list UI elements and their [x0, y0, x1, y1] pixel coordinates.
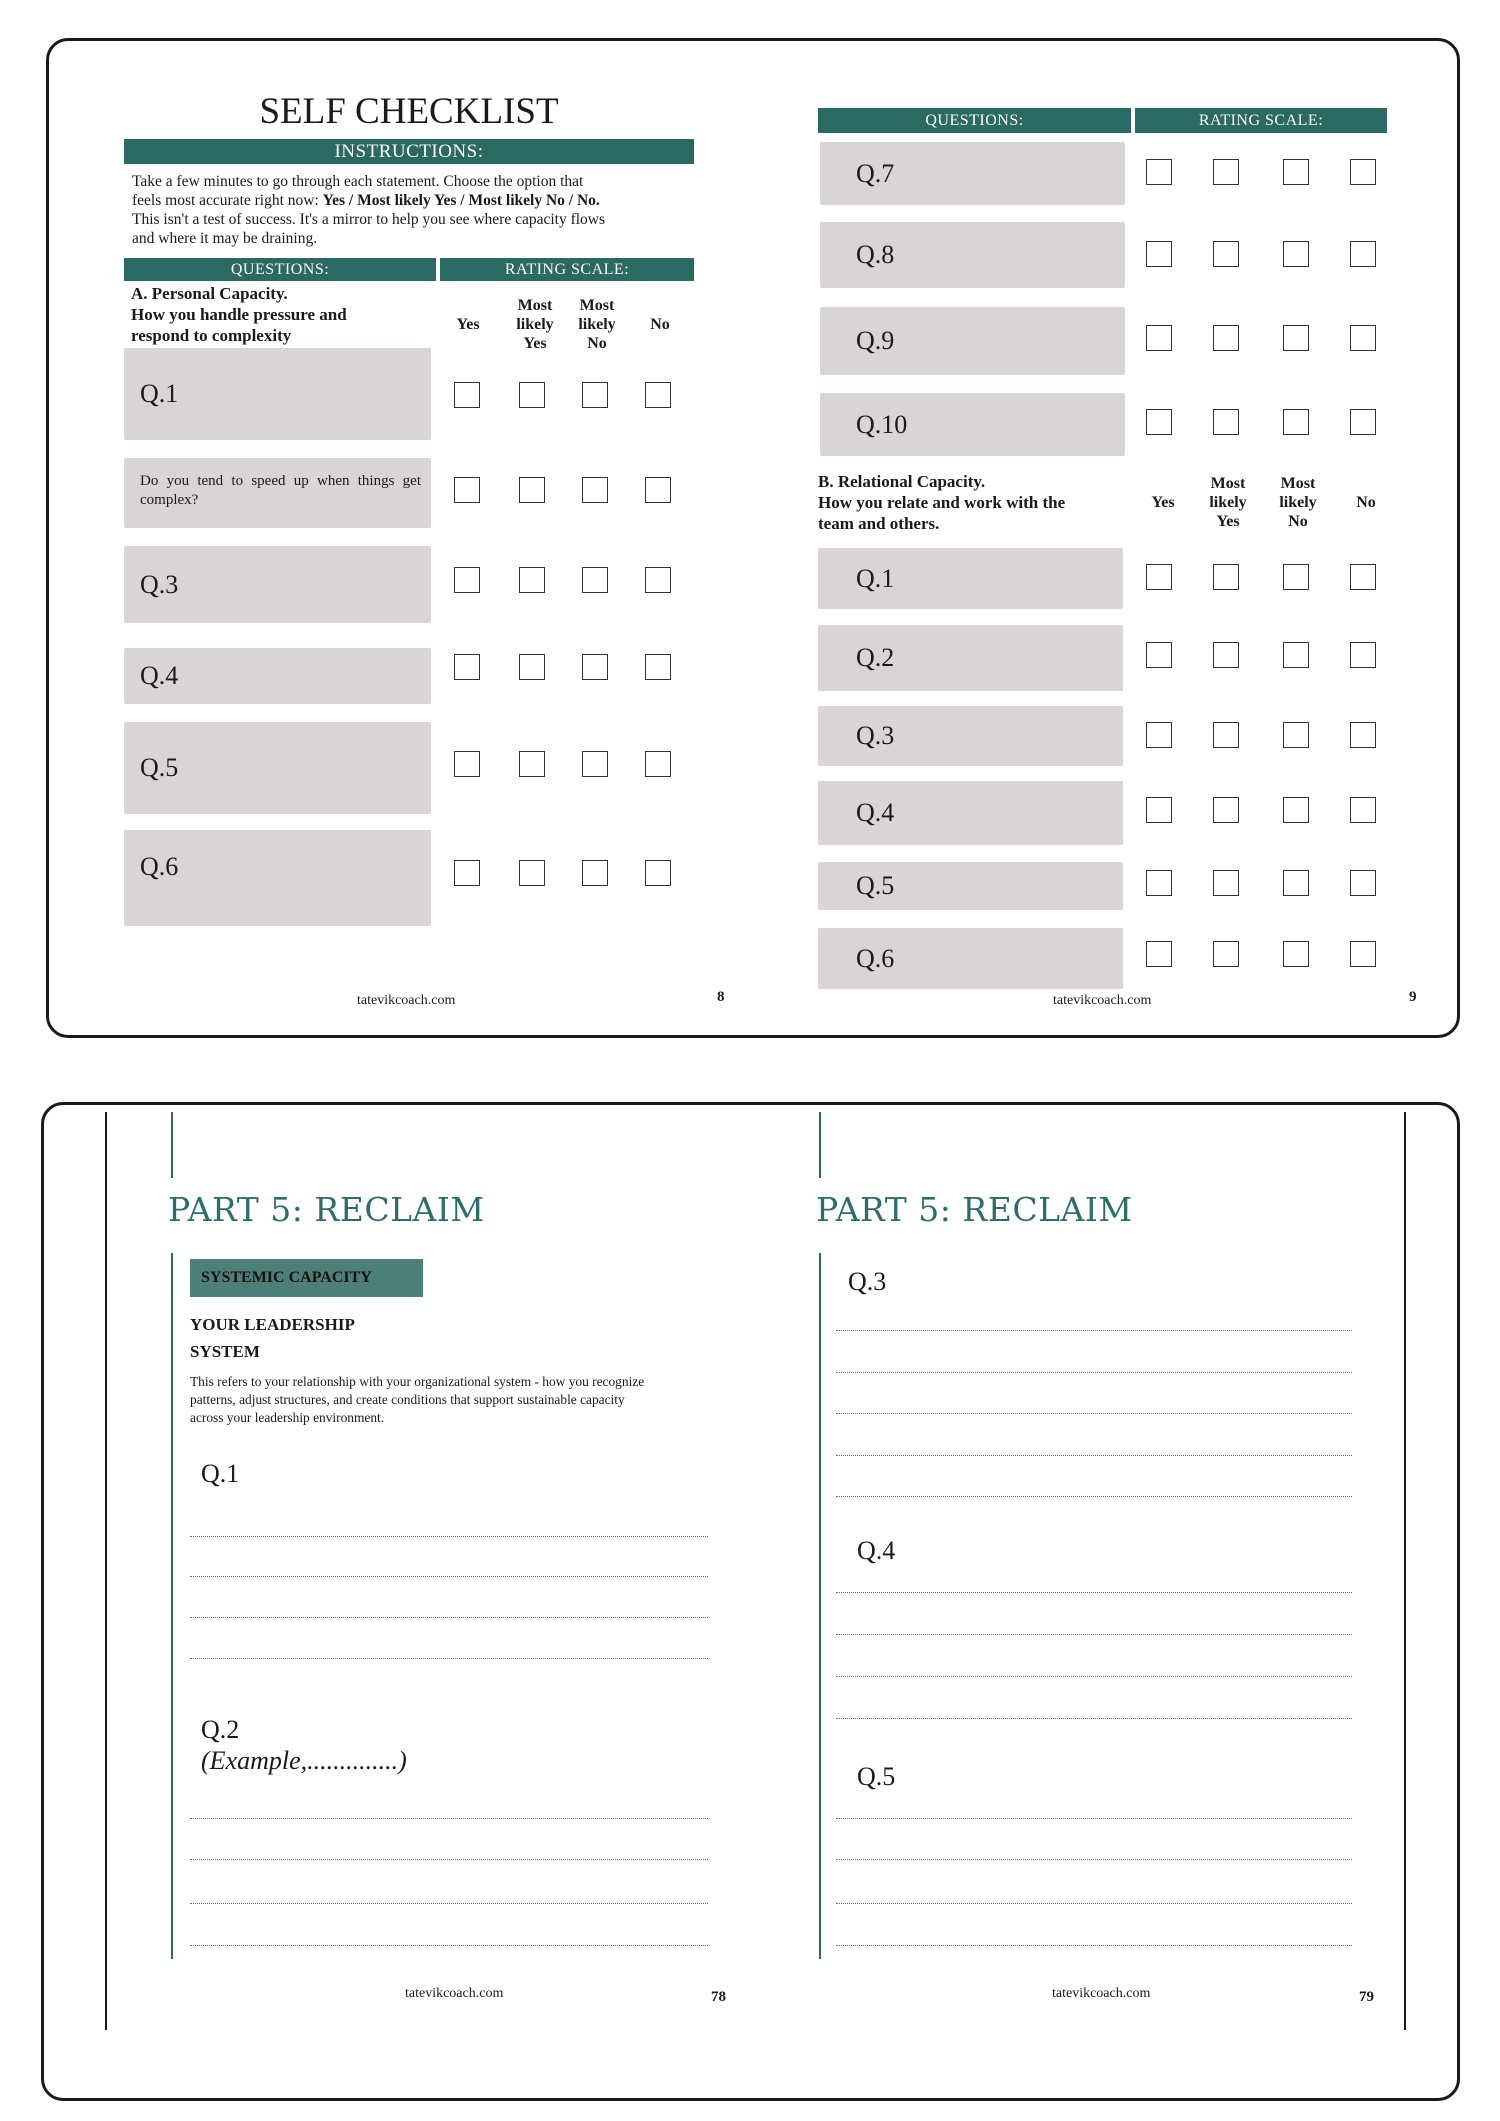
- checkbox-b3-most-likely-no-checkbox[interactable]: [1283, 722, 1309, 748]
- question-label: Q.1: [201, 1459, 240, 1488]
- page-edge-left: [105, 1112, 107, 2030]
- checkbox-a5-most-likely-no-checkbox[interactable]: [582, 751, 608, 777]
- checkbox-b6-most-likely-yes-checkbox[interactable]: [1213, 941, 1239, 967]
- checkbox-b4-most-likely-yes-checkbox[interactable]: [1213, 797, 1239, 823]
- answer-line[interactable]: [836, 1859, 1352, 1860]
- answer-line[interactable]: [836, 1903, 1352, 1904]
- question-a1: Q.1: [124, 348, 431, 440]
- checkbox-a1-most-likely-yes-checkbox[interactable]: [519, 382, 545, 408]
- checkbox-a-top1-most-likely-yes-checkbox[interactable]: [1213, 159, 1239, 185]
- checkbox-a4-yes-checkbox[interactable]: [454, 654, 480, 680]
- checkbox-b6-no-checkbox[interactable]: [1350, 941, 1376, 967]
- checkbox-a6-most-likely-yes-checkbox[interactable]: [519, 860, 545, 886]
- checkbox-b2-most-likely-yes-checkbox[interactable]: [1213, 642, 1239, 668]
- question-a3: Q.3: [124, 546, 431, 623]
- checkbox-b3-yes-checkbox[interactable]: [1146, 722, 1172, 748]
- part-title: PART 5: RECLAIM: [816, 1190, 1133, 1229]
- checkbox-b5-no-checkbox[interactable]: [1350, 870, 1376, 896]
- answer-line[interactable]: [190, 1818, 708, 1819]
- checkbox-a6-most-likely-no-checkbox[interactable]: [582, 860, 608, 886]
- answer-line[interactable]: [190, 1617, 708, 1618]
- checkbox-a4-most-likely-yes-checkbox[interactable]: [519, 654, 545, 680]
- checkbox-b2-no-checkbox[interactable]: [1350, 642, 1376, 668]
- answer-line[interactable]: [836, 1592, 1352, 1593]
- scale-no: No: [1356, 494, 1376, 511]
- checkbox-a3-most-likely-no-checkbox[interactable]: [582, 567, 608, 593]
- question-label: Q.5: [857, 1762, 896, 1791]
- page-number: 78: [711, 1989, 726, 2005]
- checkbox-a3-yes-checkbox[interactable]: [454, 567, 480, 593]
- checkbox-a2-yes-checkbox[interactable]: [454, 477, 480, 503]
- checkbox-a-top4-yes-checkbox[interactable]: [1146, 409, 1172, 435]
- question-a5: Q.5: [124, 722, 431, 814]
- margin-line-right: [819, 1253, 821, 1959]
- spread-2: [41, 1102, 1460, 2101]
- checkbox-b4-most-likely-no-checkbox[interactable]: [1283, 797, 1309, 823]
- scale-most-likely-no: Most likely No: [578, 297, 616, 352]
- answer-line[interactable]: [836, 1372, 1352, 1373]
- checkbox-b3-no-checkbox[interactable]: [1350, 722, 1376, 748]
- scale-most-likely-no: Most likely No: [1279, 475, 1317, 530]
- checkbox-a-top3-yes-checkbox[interactable]: [1146, 325, 1172, 351]
- answer-line[interactable]: [190, 1576, 708, 1577]
- checkbox-a-top4-most-likely-no-checkbox[interactable]: [1283, 409, 1309, 435]
- question-a6: Q.6: [124, 830, 431, 926]
- footer-url: tatevikcoach.com: [1052, 1986, 1151, 2001]
- page-edge-right: [1404, 1112, 1406, 2030]
- checkbox-b5-most-likely-no-checkbox[interactable]: [1283, 870, 1309, 896]
- checkbox-b6-most-likely-no-checkbox[interactable]: [1283, 941, 1309, 967]
- answer-line[interactable]: [836, 1634, 1352, 1635]
- checkbox-b4-no-checkbox[interactable]: [1350, 797, 1376, 823]
- question-a10: Q.10: [820, 393, 1125, 456]
- question-a7: Q.7: [820, 142, 1125, 205]
- checkbox-a-top2-yes-checkbox[interactable]: [1146, 241, 1172, 267]
- section-b-heading: B. Relational Capacity. How you relate and work with the team and others.: [818, 472, 1066, 533]
- section-description: This refers to your relationship with your organizational system - how you recognize patterns, adjust structures, and create conditions that support sustainable capacity across your leadership environment.: [190, 1374, 645, 1425]
- answer-line[interactable]: [836, 1413, 1352, 1414]
- checkbox-a-top2-most-likely-no-checkbox[interactable]: [1283, 241, 1309, 267]
- section-subtitle: YOUR LEADERSHIP SYSTEM: [190, 1315, 355, 1361]
- question-label: Q.2: [201, 1715, 240, 1744]
- footer-url: tatevikcoach.com: [1053, 993, 1152, 1008]
- checkbox-a6-no-checkbox[interactable]: [645, 860, 671, 886]
- page-title: SELF CHECKLIST: [259, 91, 559, 132]
- checkbox-a-top2-most-likely-yes-checkbox[interactable]: [1213, 241, 1239, 267]
- scale-most-likely-yes: Most likely Yes: [516, 297, 554, 352]
- question-a4: Q.4: [124, 648, 431, 704]
- checkbox-a-top1-yes-checkbox[interactable]: [1146, 159, 1172, 185]
- question-a2: Do you tend to speed up when things get complex?: [124, 458, 431, 528]
- answer-line[interactable]: [836, 1496, 1352, 1497]
- question-a8: Q.8: [820, 222, 1125, 288]
- section-a-heading: A. Personal Capacity. How you handle pressure and respond to complexity: [131, 284, 347, 345]
- rating-scale-header: RATING SCALE:: [440, 258, 694, 281]
- checkbox-a5-yes-checkbox[interactable]: [454, 751, 480, 777]
- question-label: Q.3: [848, 1267, 887, 1296]
- answer-line[interactable]: [190, 1859, 708, 1860]
- instructions-text: Take a few minutes to go through each statement. Choose the option that feels most accurate right now: Yes / Most likely Yes / Most likely No / No. This isn't a test of success. It's a mirror to help you see where capacity flows and where it may be draining.: [132, 173, 606, 247]
- checkbox-a-top2-no-checkbox[interactable]: [1350, 241, 1376, 267]
- checkbox-b1-no-checkbox[interactable]: [1350, 564, 1376, 590]
- checkbox-b1-most-likely-yes-checkbox[interactable]: [1213, 564, 1239, 590]
- checkbox-a-top3-most-likely-no-checkbox[interactable]: [1283, 325, 1309, 351]
- margin-line-left: [171, 1253, 173, 1959]
- question-b1: Q.1: [818, 548, 1123, 609]
- checkbox-a5-most-likely-yes-checkbox[interactable]: [519, 751, 545, 777]
- answer-line[interactable]: [836, 1676, 1352, 1677]
- checkbox-b1-most-likely-no-checkbox[interactable]: [1283, 564, 1309, 590]
- scale-most-likely-yes: Most likely Yes: [1209, 475, 1247, 530]
- section-badge: SYSTEMIC CAPACITY: [190, 1259, 423, 1297]
- footer-url: tatevikcoach.com: [405, 1986, 504, 2001]
- page-number: 8: [717, 989, 725, 1005]
- questions-header: QUESTIONS:: [818, 108, 1131, 133]
- checkbox-a5-no-checkbox[interactable]: [645, 751, 671, 777]
- checkbox-b6-yes-checkbox[interactable]: [1146, 941, 1172, 967]
- checkbox-b5-yes-checkbox[interactable]: [1146, 870, 1172, 896]
- checkbox-a4-no-checkbox[interactable]: [645, 654, 671, 680]
- scale-yes: Yes: [456, 316, 480, 333]
- question-label: Q.4: [857, 1536, 896, 1565]
- checkbox-b2-yes-checkbox[interactable]: [1146, 642, 1172, 668]
- checkbox-a-top1-no-checkbox[interactable]: [1350, 159, 1376, 185]
- question-b6: Q.6: [818, 928, 1123, 989]
- question-b5: Q.5: [818, 862, 1123, 910]
- questions-header: QUESTIONS:: [124, 258, 436, 281]
- scale-yes: Yes: [1151, 494, 1175, 511]
- answer-line[interactable]: [190, 1945, 708, 1946]
- checkbox-a6-yes-checkbox[interactable]: [454, 860, 480, 886]
- margin-line-top-right: [819, 1112, 821, 1178]
- checkbox-a2-most-likely-no-checkbox[interactable]: [582, 477, 608, 503]
- answer-line[interactable]: [190, 1536, 708, 1537]
- checkbox-a1-no-checkbox[interactable]: [645, 382, 671, 408]
- checkbox-a1-most-likely-no-checkbox[interactable]: [582, 382, 608, 408]
- checkbox-b1-yes-checkbox[interactable]: [1146, 564, 1172, 590]
- checkbox-a3-most-likely-yes-checkbox[interactable]: [519, 567, 545, 593]
- answer-line[interactable]: [836, 1945, 1352, 1946]
- page-number: 9: [1409, 989, 1417, 1005]
- question-b3: Q.3: [818, 706, 1123, 766]
- page-number: 79: [1359, 1989, 1374, 2005]
- checkbox-a2-no-checkbox[interactable]: [645, 477, 671, 503]
- scale-no: No: [650, 316, 670, 333]
- margin-line-top-left: [171, 1112, 173, 1178]
- footer-url: tatevikcoach.com: [357, 993, 456, 1008]
- instructions-header: INSTRUCTIONS:: [124, 139, 694, 164]
- question-example: (Example,..............): [201, 1746, 407, 1775]
- checkbox-b3-most-likely-yes-checkbox[interactable]: [1213, 722, 1239, 748]
- checkbox-a2-most-likely-yes-checkbox[interactable]: [519, 477, 545, 503]
- checkbox-a-top4-no-checkbox[interactable]: [1350, 409, 1376, 435]
- checkbox-a4-most-likely-no-checkbox[interactable]: [582, 654, 608, 680]
- answer-line[interactable]: [836, 1455, 1352, 1456]
- checkbox-a-top1-most-likely-no-checkbox[interactable]: [1283, 159, 1309, 185]
- checkbox-a-top3-most-likely-yes-checkbox[interactable]: [1213, 325, 1239, 351]
- answer-line[interactable]: [836, 1330, 1352, 1331]
- checkbox-b5-most-likely-yes-checkbox[interactable]: [1213, 870, 1239, 896]
- answer-line[interactable]: [190, 1903, 708, 1904]
- rating-scale-header: RATING SCALE:: [1135, 108, 1387, 133]
- answer-line[interactable]: [190, 1658, 708, 1659]
- question-b4: Q.4: [818, 781, 1123, 845]
- checkbox-a3-no-checkbox[interactable]: [645, 567, 671, 593]
- question-b2: Q.2: [818, 625, 1123, 691]
- question-a9: Q.9: [820, 307, 1125, 375]
- answer-line[interactable]: [836, 1818, 1352, 1819]
- checkbox-a-top4-most-likely-yes-checkbox[interactable]: [1213, 409, 1239, 435]
- answer-line[interactable]: [836, 1718, 1352, 1719]
- checkbox-a1-yes-checkbox[interactable]: [454, 382, 480, 408]
- checkbox-a-top3-no-checkbox[interactable]: [1350, 325, 1376, 351]
- checkbox-b4-yes-checkbox[interactable]: [1146, 797, 1172, 823]
- part-title: PART 5: RECLAIM: [168, 1190, 485, 1229]
- checkbox-b2-most-likely-no-checkbox[interactable]: [1283, 642, 1309, 668]
